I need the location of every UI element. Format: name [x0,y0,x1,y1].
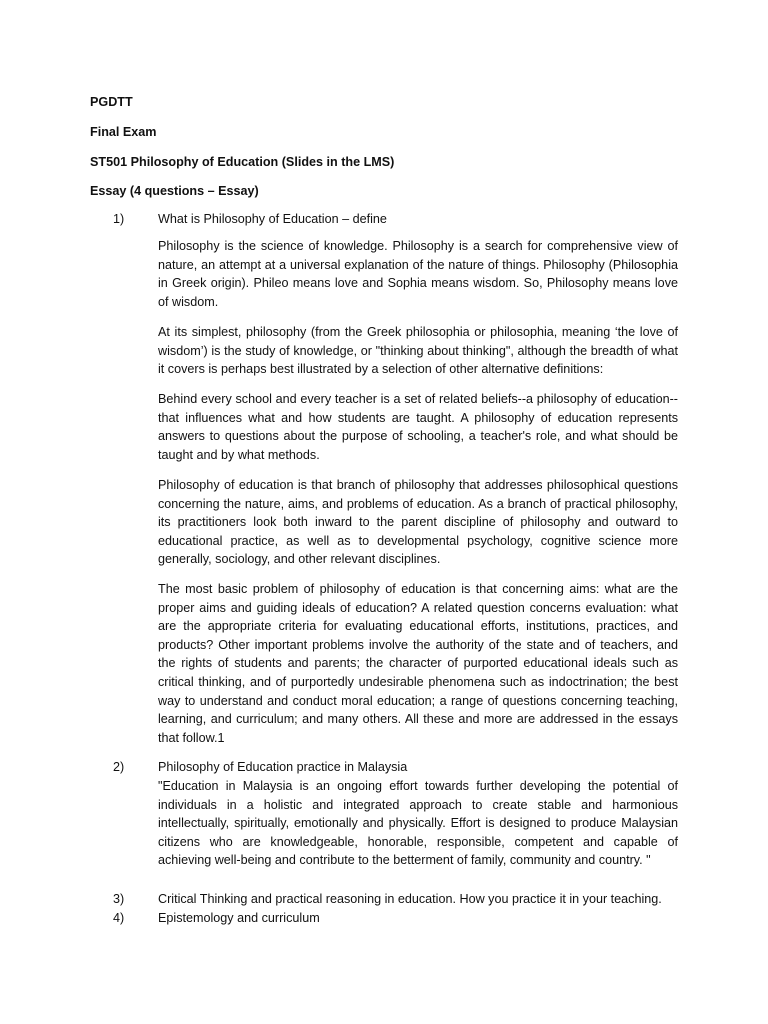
q1-paragraph-3: Behind every school and every teacher is a set of related beliefs--a philosophy of education--that influences what and how students are taught. A philosophy of education represents answers to questions about the purpose of schooling, a teacher's role, and what should be taught and by what methods. [158,392,678,462]
question-1-number: 1) [113,212,125,226]
q2-paragraph-1: "Education in Malaysia is an ongoing effort towards further developing the potential of individuals in a holistic and integrated approach to create stable and harmonious intellectually, spiritually, emotionally and physically. Effort is designed to produce Malaysian citizens who are knowledgeable, honorable, responsible, competent and capable of achieving well-being and contribute to the betterment of family, community and country. " [158,779,678,868]
question-4-number: 4) [113,911,125,925]
question-3-number: 3) [113,892,125,906]
q1-paragraph-2: At its simplest, philosophy (from the Greek philosophia or philosophia, meaning ‘the love of wisdom’) is the study of knowledge, or "thinking about thinking", although the breadth of what it covers is perhaps best illustrated by a selection of other alternative definitions: [158,325,678,377]
program-code: PGDTT [90,95,133,109]
exam-title: Final Exam [90,125,157,139]
essay-heading: Essay (4 questions – Essay) [90,184,259,198]
course-title: ST501 Philosophy of Education (Slides in the LMS) [90,155,395,169]
q1-paragraph-5: The most basic problem of philosophy of education is that concerning aims: what are the proper aims and guiding ideals of education? A related question concerns evaluation: what are the appropriate criteria for evaluating educational efforts, institutions, practices, and products? Other important problems involve the authority of the state and of teachers, and the rights of students and parents; the character of purported educational ideals such as critical thinking, and of purportedly undesirable phenomena such as indoctrination; the best way to understand and conduct moral education; a range of questions concerning teaching, learning, and curriculum; and many others. All these and more are addressed in the essays that follow.1 [158,582,678,745]
question-3-title: Critical Thinking and practical reasoning in education. How you practice it in your teaching. [158,892,662,906]
q1-paragraph-4: Philosophy of education is that branch of philosophy that addresses philosophical questions concerning the nature, aims, and problems of education. As a branch of practical philosophy, its practitioners look both inward to the parent discipline of philosophy and outward to educational practice, as well as to developmental psychology, cognitive science more generally, sociology, and other relevant disciplines. [158,478,678,567]
question-1-title: What is Philosophy of Education – define [158,212,387,226]
question-4-title: Epistemology and curriculum [158,911,320,925]
q1-paragraph-1: Philosophy is the science of knowledge. Philosophy is a search for comprehensive view of nature, an attempt at a universal explanation of the nature of things. Philosophy (Philosophia in Greek origin). Phileo means love and Sophia means wisdom. So, Philosophy means love of wisdom. [158,239,678,309]
question-2-number: 2) [113,760,125,774]
question-2-title: Philosophy of Education practice in Malaysia [158,760,408,774]
